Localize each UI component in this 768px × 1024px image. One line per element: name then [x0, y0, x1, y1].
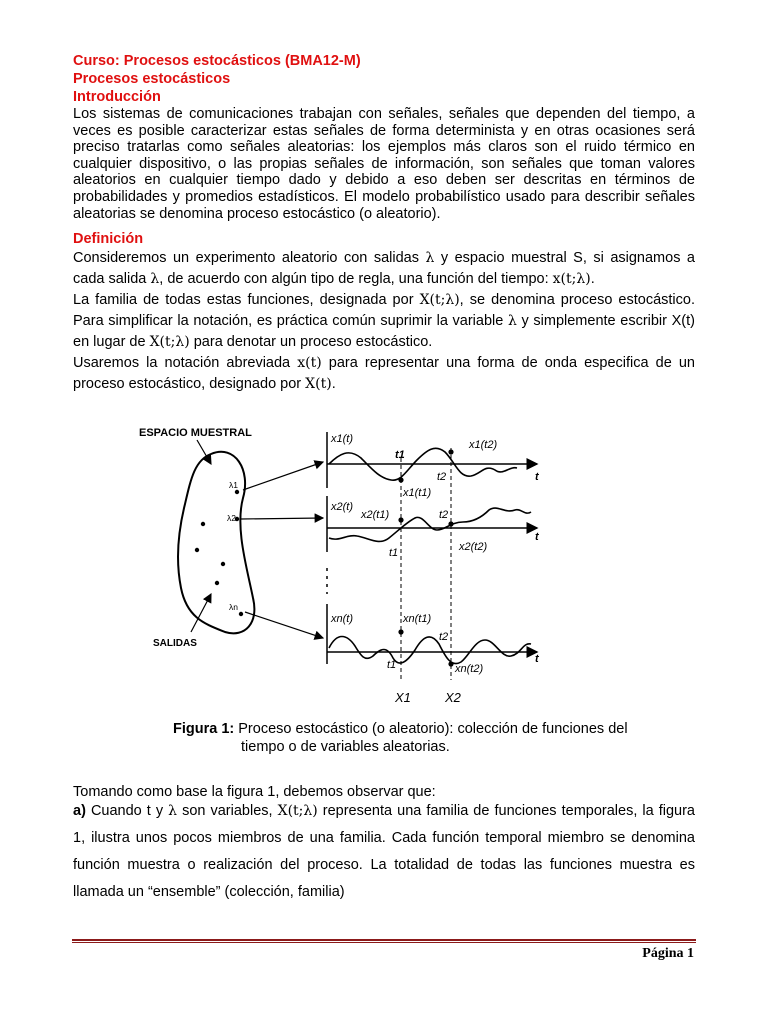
outcome-dot: [235, 490, 239, 494]
x2-t-label: x2(t): [331, 501, 353, 513]
X2-label: X2: [445, 690, 461, 705]
t-label-rown: t: [535, 653, 539, 665]
lambda-1-label: λ1: [229, 480, 238, 490]
process-symbol: X(t;λ): [419, 292, 460, 309]
definition-paragraph-2: La familia de todas estas funciones, designada por X(t;λ), se denomina proceso estocástico. Para simplificar la notación, es práctica común suprimir la variable λ y simplemente escribir X(t) en lugar de X(t;λ) para denotar un proceso estocástico.: [73, 292, 695, 351]
sample-point: [398, 629, 403, 634]
sample-space-blob: [178, 452, 254, 634]
topic-title: Procesos estocásticos: [73, 71, 231, 87]
lambda-symbol: λ: [425, 250, 435, 267]
page-number: Página 1: [642, 946, 694, 961]
outcome-dot: [239, 612, 243, 616]
waveform-symbol: x(t): [297, 355, 322, 372]
outputs-label: SALIDAS: [153, 638, 197, 649]
document-body: [73, 52, 695, 395]
t2-label-row1: t2: [437, 471, 447, 483]
process-symbol: X(t;λ): [149, 334, 190, 351]
process-short-symbol: X(t): [305, 376, 332, 393]
process-diagram: [125, 418, 555, 714]
observations-lead: Tomando como base la figura 1, debemos observar que:: [73, 784, 436, 800]
x1-t1-label: x1(t1): [403, 487, 432, 499]
t-label-row1: t: [535, 471, 539, 483]
outputs-arrow: [191, 594, 211, 632]
footer-rule-thin: [72, 942, 696, 943]
lambda-symbol: λ: [507, 313, 517, 330]
t2-label-row2: t2: [439, 509, 449, 521]
sample-space-arrow: [197, 440, 211, 464]
lambda-2-label: λ2: [227, 513, 236, 523]
X1-label: X1: [395, 690, 411, 705]
t2-label-rown: t2: [439, 631, 449, 643]
outcome-dot: [201, 522, 205, 526]
sample-point: [448, 521, 453, 526]
mapping-arrow-n: [245, 612, 323, 638]
lambda-symbol: λ: [168, 802, 178, 819]
section-heading: Introducción: [73, 89, 161, 105]
figure-caption-label: Figura 1:: [173, 721, 235, 737]
outcome-dot: [195, 548, 199, 552]
sample-point: [398, 517, 403, 522]
observation-a: a) Cuando t y λ son variables, X(t;λ) representa una familia de funciones temporales, la figura 1, ilustra unos pocos miembros de una familia. Cada función temporal miembro se denomina función muestra o realización del proceso. La totalidad de todas las funciones muestra es llamada un “ensemble” (colección, familia): [73, 802, 695, 900]
xn-t1-label: xn(t1): [403, 613, 432, 625]
sample-space-label: ESPACIO MUESTRAL: [139, 427, 252, 439]
definition-heading: Definición: [73, 231, 144, 248]
x1-t2-label: x1(t2): [469, 439, 498, 451]
observations: [73, 784, 695, 906]
definition-paragraph-1: Consideremos un experimento aleatorio con salidas λ y espacio muestral S, si asignamos a cada salida λ, de acuerdo con algún tipo de regla, una función del tiempo: x(t;λ).: [73, 250, 695, 288]
t1-label-rown: t1: [387, 659, 397, 671]
waveform-n: [329, 637, 531, 664]
sample-point: [448, 661, 453, 666]
x2-t1-label: x2(t1): [361, 509, 390, 521]
xn-t2-label: xn(t2): [455, 663, 484, 675]
outcome-dot: [221, 562, 225, 566]
t1-label-row2: t1: [389, 547, 399, 559]
sample-point: [398, 477, 403, 482]
t1-label-row1: t1: [395, 449, 405, 461]
process-symbol: X(t;λ): [277, 802, 318, 819]
mapping-arrow-1: [243, 462, 323, 490]
waveform-2: [329, 508, 531, 541]
xn-t-label: xn(t): [331, 613, 353, 625]
t-label-row2: t: [535, 531, 539, 543]
definition-paragraph-3: Usaremos la notación abreviada x(t) para representar una forma de onda especifica de un proceso estocástico, designado por X(t).: [73, 355, 695, 393]
footer-rule: [72, 939, 696, 941]
x1-t-label: x1(t): [331, 433, 353, 445]
course-title: Curso: Procesos estocásticos (BMA12-M): [73, 53, 361, 69]
sample-function-symbol: x(t;λ): [552, 271, 591, 288]
x2-t2-label: x2(t2): [459, 541, 488, 553]
figure-caption: Figura 1: Proceso estocástico (o aleatorio): colección de funciones del tiempo o de variables aleatorias.: [173, 721, 628, 755]
mapping-arrow-2: [241, 518, 323, 519]
outcome-dot: [215, 581, 219, 585]
lambda-symbol: λ: [150, 271, 160, 288]
lambda-n-label: λn: [229, 602, 238, 612]
sample-point: [448, 449, 453, 454]
figure-stochastic-process: [125, 418, 555, 714]
intro-paragraph: Los sistemas de comunicaciones trabajan con señales, señales que dependen del tiempo, a veces es posible caracterizar estas señales de forma determinista y en otras ocasiones será preciso tratarlas como señales aleatorias: los ejemplos más claros son el ruido térmico en cualquier dispositivo, o las propias señales de información, son señales que toman valores aleatorios en cualquier tiempo dado y debido a eso deben ser descritas en términos de probabilidades y promedios estadísticos. El modelo probabilístico usado para describir señales aleatorias se denomina proceso estocástico (o aleatorio).: [73, 106, 695, 222]
